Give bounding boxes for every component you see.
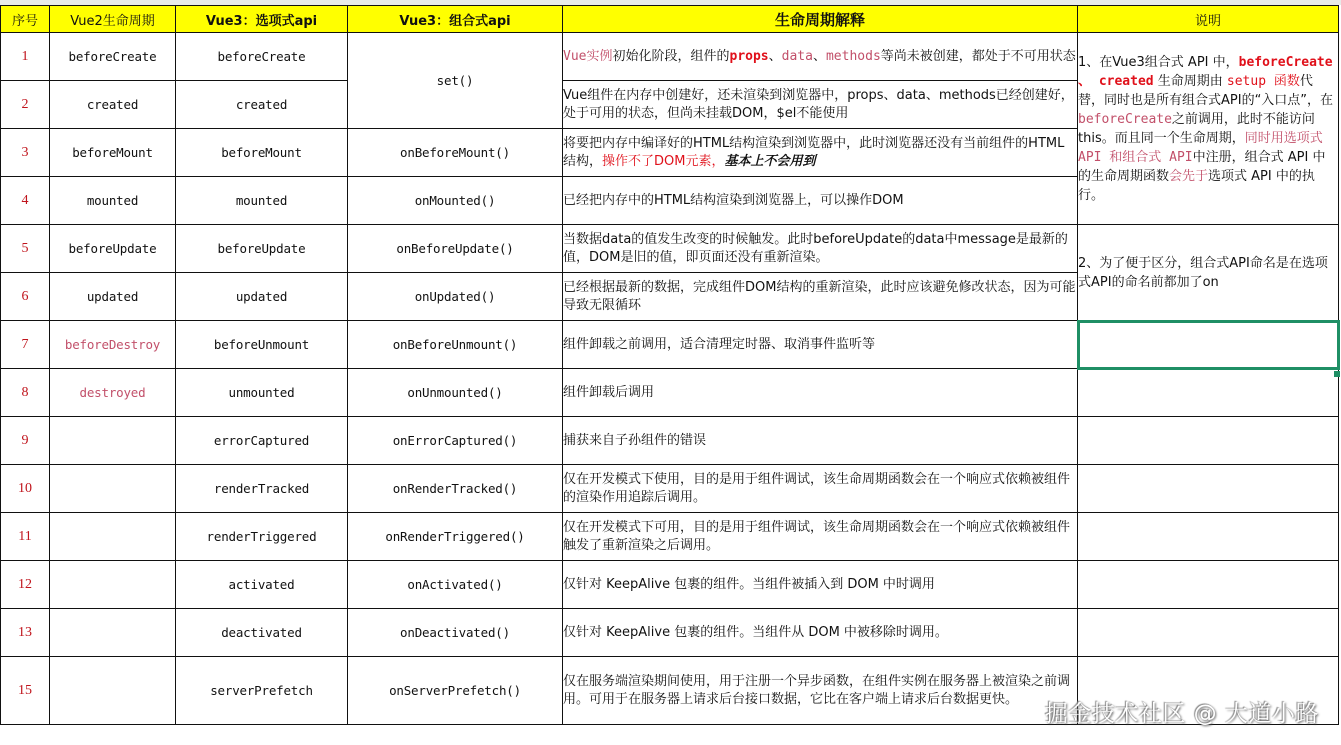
header-vue3-composition[interactable]: Vue3：组合式api xyxy=(348,6,563,33)
selected-cell[interactable] xyxy=(1078,321,1339,369)
cell-options[interactable]: activated xyxy=(176,561,348,609)
table-row xyxy=(1,369,1339,417)
table-row xyxy=(1,609,1339,657)
cell-index[interactable]: 4 xyxy=(1,177,50,225)
cell-composition[interactable]: onBeforeUnmount() xyxy=(348,321,563,369)
cell-desc[interactable]: 组件卸载后调用 xyxy=(563,369,1078,417)
cell-options[interactable]: mounted xyxy=(176,177,348,225)
table-row xyxy=(1,561,1339,609)
cell-index[interactable]: 15 xyxy=(1,657,50,725)
header-vue3-options[interactable]: Vue3：选项式api xyxy=(176,6,348,33)
cell-index[interactable]: 5 xyxy=(1,225,50,273)
cell-index[interactable]: 11 xyxy=(1,513,50,561)
cell-index[interactable]: 13 xyxy=(1,609,50,657)
fill-handle[interactable] xyxy=(1334,371,1340,377)
watermark: 掘金技术社区 @ 大道小路 xyxy=(1044,701,1319,727)
note-text: 生命周期由 xyxy=(1153,73,1227,89)
cell-options[interactable]: beforeUpdate xyxy=(176,225,348,273)
note-highlight: beforeCreate xyxy=(1078,111,1172,127)
cell-index[interactable]: 2 xyxy=(1,81,50,129)
cell-options[interactable]: beforeCreate xyxy=(176,33,348,81)
desc-highlight: Vue实例 xyxy=(563,48,613,64)
cell-options[interactable]: beforeUnmount xyxy=(176,321,348,369)
cell-desc[interactable]: 组件卸载之前调用，适合清理定时器、取消事件监听等 xyxy=(563,321,1078,369)
header-explanation[interactable]: 生命周期解释 xyxy=(563,6,1078,33)
cell-desc[interactable]: 已经把内存中的HTML结构渲染到浏览器上，可以操作DOM xyxy=(563,177,1078,225)
note-text: 1、在Vue3组合式 API 中， xyxy=(1078,54,1239,70)
lifecycle-table xyxy=(0,5,1339,725)
cell-desc[interactable]: 已经根据最新的数据，完成组件DOM结构的重新渲染，此时应该避免修改状态，因为可能导致无限循环 xyxy=(563,273,1078,321)
cell-note-empty[interactable] xyxy=(1078,561,1339,609)
desc-text: 将要把内存中编译好的HTML结构渲染到浏览器中，此时浏览器还没有当前组件的HTML结构， xyxy=(563,135,1065,169)
desc-highlight: methods xyxy=(825,48,881,64)
cell-desc[interactable]: Vue组件在内存中创建好，还未渲染到浏览器中，props、data、methods已经创建好，处于可用的状态，但尚未挂载DOM，$el不能使用 xyxy=(563,81,1078,129)
cell-desc[interactable]: 仅针对 KeepAlive 包裹的组件。当组件被插入到 DOM 中时调用 xyxy=(563,561,1078,609)
cell-options[interactable]: unmounted xyxy=(176,369,348,417)
table-row xyxy=(1,321,1339,369)
cell-index[interactable]: 3 xyxy=(1,129,50,177)
note-text: 中注册，组合式 API 中的生命周期函数 xyxy=(1078,149,1326,184)
cell-options[interactable]: deactivated xyxy=(176,609,348,657)
desc-highlight: data xyxy=(781,48,813,64)
header-vue2[interactable]: Vue2生命周期 xyxy=(50,6,176,33)
cell-composition[interactable]: onBeforeUpdate() xyxy=(348,225,563,273)
cell-vue2[interactable]: beforeDestroy xyxy=(50,321,176,369)
note-highlight: setup 函数 xyxy=(1226,73,1300,89)
table-row xyxy=(1,513,1339,561)
cell-note-empty[interactable] xyxy=(1078,369,1339,417)
desc-highlight: props xyxy=(729,48,769,64)
desc-highlight: 操作不了DOM元素， xyxy=(602,153,725,169)
cell-desc[interactable]: 仅在服务端渲染期间使用，用于注册一个异步函数，在组件实例在服务器上被渲染之前调用。可用于在服务器上请求后台接口数据，它比在客户端上请求后台数据更快。 xyxy=(563,657,1078,725)
cell-note-empty[interactable] xyxy=(1078,609,1339,657)
cell-options[interactable]: serverPrefetch xyxy=(176,657,348,725)
cell-note-empty[interactable] xyxy=(1078,417,1339,465)
cell-composition[interactable]: onErrorCaptured() xyxy=(348,417,563,465)
cell-composition[interactable]: onUpdated() xyxy=(348,273,563,321)
cell-composition[interactable]: onDeactivated() xyxy=(348,609,563,657)
cell-desc[interactable]: 仅在开发模式下可用，目的是用于组件调试，该生命周期函数会在一个响应式依赖被组件触发了重新渲染之后调用。 xyxy=(563,513,1078,561)
cell-vue2[interactable] xyxy=(50,609,176,657)
table-row xyxy=(1,417,1339,465)
cell-composition[interactable]: onUnmounted() xyxy=(348,369,563,417)
header-notes[interactable]: 说明 xyxy=(1078,6,1339,33)
cell-index[interactable]: 10 xyxy=(1,465,50,513)
cell-options[interactable]: renderTriggered xyxy=(176,513,348,561)
cell-composition-merged[interactable]: set() xyxy=(348,33,563,129)
cell-desc[interactable]: 捕获来自子孙组件的错误 xyxy=(563,417,1078,465)
cell-options[interactable]: created xyxy=(176,81,348,129)
desc-emphasis: 基本上不会用到 xyxy=(724,153,816,169)
cell-vue2[interactable]: beforeMount xyxy=(50,129,176,177)
cell-composition[interactable]: onActivated() xyxy=(348,561,563,609)
table-row xyxy=(1,33,1339,81)
desc-text: 、 xyxy=(812,48,826,64)
cell-vue2[interactable] xyxy=(50,417,176,465)
note-highlight: beforeCreate 、 created xyxy=(1078,54,1333,89)
note-text: 代替，同时也是所有组合式API的“入口点”，在 xyxy=(1078,73,1334,108)
cell-vue2[interactable] xyxy=(50,465,176,513)
desc-text: 等尚未被创建，都处于不可用状态 xyxy=(880,48,1076,64)
cell-composition[interactable]: onBeforeMount() xyxy=(348,129,563,177)
cell-vue2[interactable] xyxy=(50,561,176,609)
cell-vue2[interactable] xyxy=(50,513,176,561)
desc-text: 初始化阶段，组件的 xyxy=(612,48,730,64)
cell-index[interactable]: 12 xyxy=(1,561,50,609)
cell-options[interactable]: renderTracked xyxy=(176,465,348,513)
cell-index[interactable]: 7 xyxy=(1,321,50,369)
cell-vue2[interactable] xyxy=(50,657,176,725)
cell-note-2[interactable]: 2、为了便于区分，组合式API命名是在选项式API的命名前都加了on xyxy=(1078,225,1339,321)
cell-index[interactable]: 9 xyxy=(1,417,50,465)
table-row xyxy=(1,225,1339,273)
cell-vue2[interactable]: created xyxy=(50,81,176,129)
cell-desc[interactable]: 当数据data的值发生改变的时候触发。此时beforeUpdate的data中message是最新的值，DOM是旧的值，即页面还没有重新渲染。 xyxy=(563,225,1078,273)
cell-index[interactable]: 1 xyxy=(1,33,50,81)
cell-desc[interactable] xyxy=(563,129,1078,177)
note-text: 选项式 API 中的执行。 xyxy=(1078,168,1315,203)
cell-vue2[interactable]: destroyed xyxy=(50,369,176,417)
desc-text: 、 xyxy=(768,48,782,64)
cell-composition[interactable]: onRenderTriggered() xyxy=(348,513,563,561)
cell-composition[interactable]: onServerPrefetch() xyxy=(348,657,563,725)
header-row xyxy=(1,6,1339,33)
note-highlight: 会先于 xyxy=(1169,168,1209,184)
cell-note-1[interactable] xyxy=(1078,33,1339,225)
note-text: 之前调用，此时不能访问this。而且同一个生命周期， xyxy=(1078,111,1315,146)
cell-desc[interactable]: 仅针对 KeepAlive 包裹的组件。当组件从 DOM 中被移除时调用。 xyxy=(563,609,1078,657)
cell-options[interactable]: beforeMount xyxy=(176,129,348,177)
cell-vue2[interactable]: updated xyxy=(50,273,176,321)
table-row xyxy=(1,465,1339,513)
header-index[interactable]: 序号 xyxy=(1,6,50,33)
note-highlight: 同时用选项式 API 和组合式 API xyxy=(1078,130,1323,165)
cell-vue2[interactable]: mounted xyxy=(50,177,176,225)
cell-vue2[interactable]: beforeCreate xyxy=(50,33,176,81)
cell-vue2[interactable]: beforeUpdate xyxy=(50,225,176,273)
cell-note-empty[interactable] xyxy=(1078,465,1339,513)
cell-index[interactable]: 6 xyxy=(1,273,50,321)
cell-note-empty[interactable] xyxy=(1078,513,1339,561)
cell-composition[interactable]: onRenderTracked() xyxy=(348,465,563,513)
cell-desc[interactable]: 仅在开发模式下使用，目的是用于组件调试，该生命周期函数会在一个响应式依赖被组件的渲染作用追踪后调用。 xyxy=(563,465,1078,513)
cell-options[interactable]: errorCaptured xyxy=(176,417,348,465)
cell-options[interactable]: updated xyxy=(176,273,348,321)
cell-index[interactable]: 8 xyxy=(1,369,50,417)
cell-desc[interactable] xyxy=(563,33,1078,81)
cell-composition[interactable]: onMounted() xyxy=(348,177,563,225)
